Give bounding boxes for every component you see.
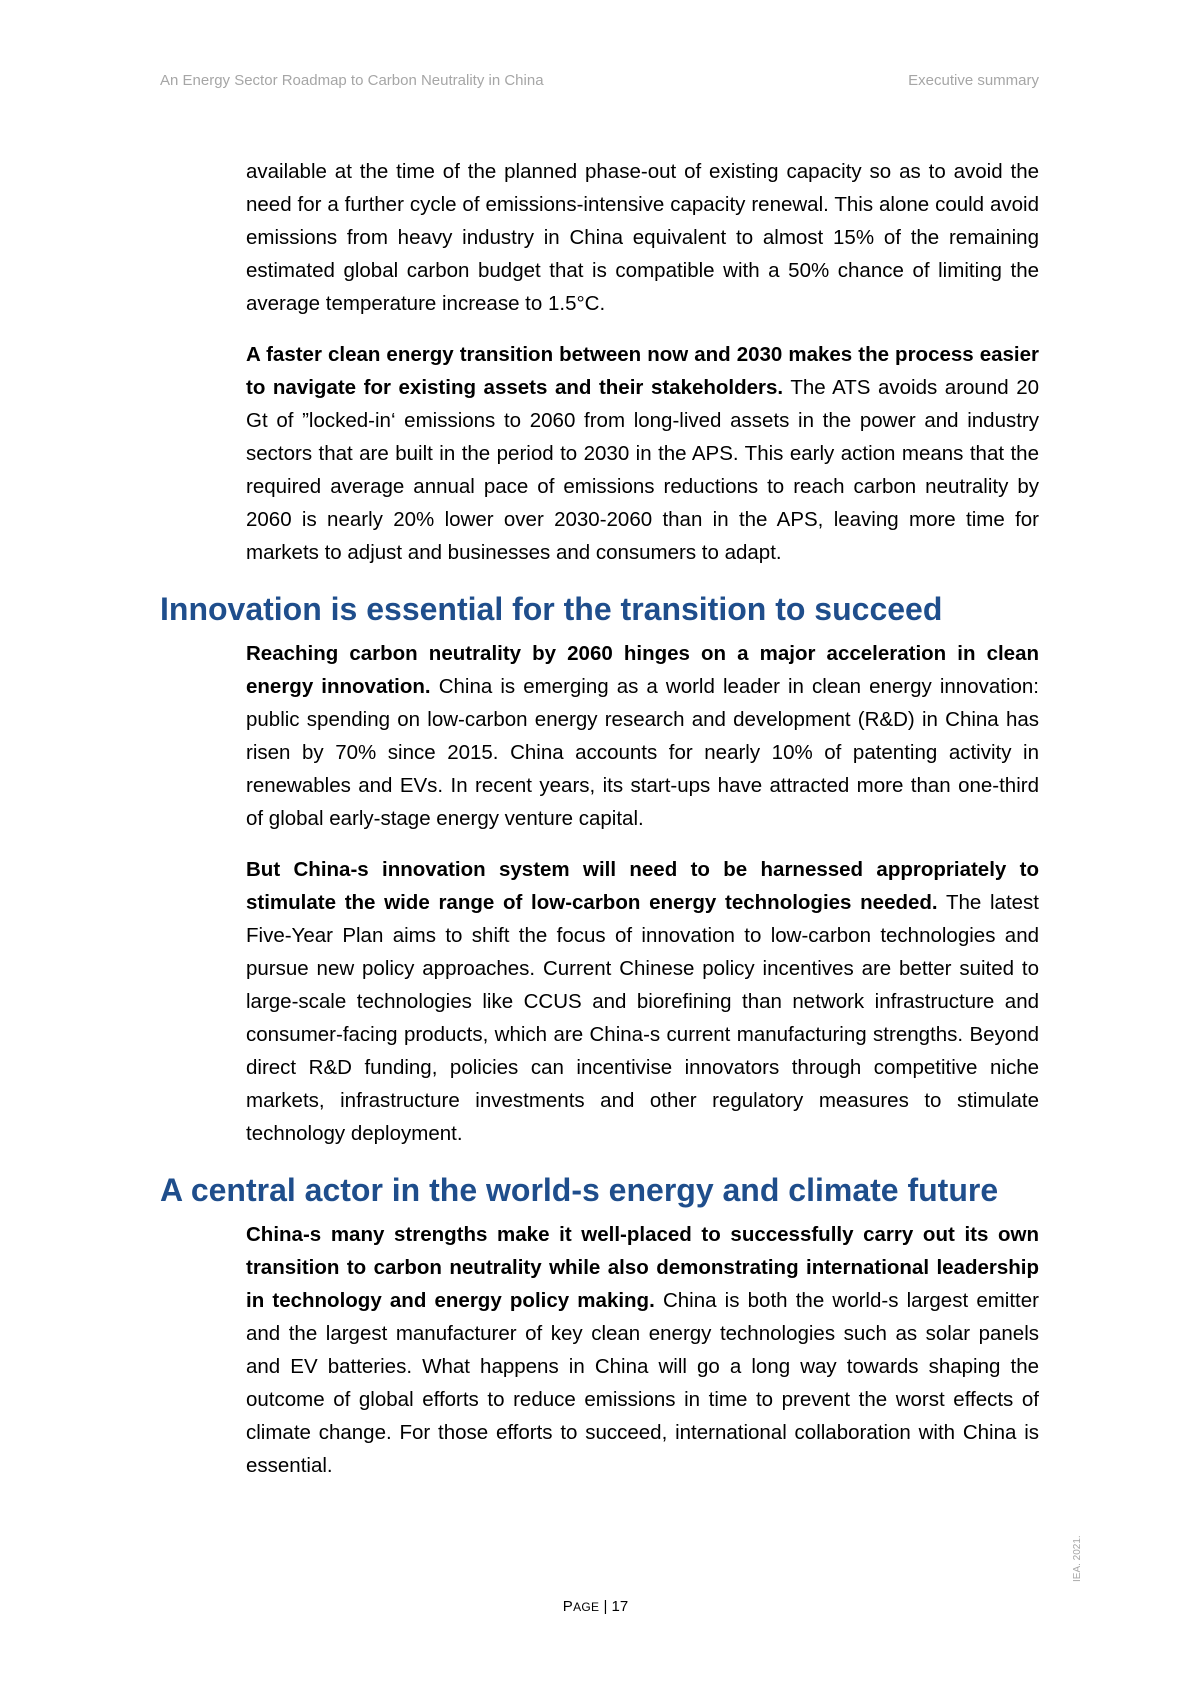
paragraph-body: The ATS avoids around 20 Gt of ”locked-in‘ emissions to 2060 from long-lived assets in the power and industry sectors that are built in the period to 2030 in the APS. This early action means that the required average annual pace of emissions reductions to reach carbon neutrality by 2060 is nearly 20% lower over 2030-2060 than in the APS, leaving more time for markets to adjust and businesses and consumers to adapt.: [246, 376, 1039, 564]
page-separator: |: [599, 1598, 612, 1615]
paragraph: [246, 637, 1039, 835]
paragraph: [246, 155, 1039, 320]
paragraph: [246, 1218, 1039, 1482]
page-number: 17: [611, 1598, 629, 1615]
paragraph-body: available at the time of the planned phase-out of existing capacity so as to avoid the need for a further cycle of emissions-intensive capacity renewal. This alone could avoid emissions from heavy industry in China equivalent to almost 15% of the remaining estimated global carbon budget that is compatible with a 50% chance of limiting the average temperature increase to 1.5°C.: [246, 160, 1039, 315]
page-footer: [0, 1598, 1191, 1615]
running-header: [160, 72, 1039, 89]
paragraph-lead: Reaching carbon neutrality by 2060 hinges on a major acceleration in clean energy innovation.: [246, 642, 1039, 698]
paragraph-body: China is both the world‑s largest emitter and the largest manufacturer of key clean energy technologies such as solar panels and EV batteries. What happens in China will go a long way towards shaping the outcome of global efforts to reduce emissions in time to prevent the worst effects of climate change. For those efforts to succeed, international collaboration with China is essential.: [246, 1289, 1039, 1477]
paragraph-body: The latest Five-Year Plan aims to shift the focus of innovation to low-carbon technologies and pursue new policy approaches. Current Chinese policy incentives are better suited to large-scale technologies like CCUS and biorefining than network infrastructure and consumer-facing products, which are China‑s current manufacturing strengths. Beyond direct R&D funding, policies can incentivise innovators through competitive niche markets, infrastructure investments and other regulatory measures to stimulate technology deployment.: [246, 891, 1039, 1145]
section-heading-innovation: Innovation is essential for the transition to succeed: [160, 591, 943, 627]
section-heading-central-actor: A central actor in the world‑s energy and climate future: [160, 1172, 999, 1208]
paragraph-lead: But China‑s innovation system will need to be harnessed appropriately to stimulate the wide range of low-carbon energy technologies needed.: [246, 858, 1039, 914]
paragraph: [246, 338, 1039, 569]
header-section-title: Executive summary: [908, 72, 1039, 89]
page-label: PAGE: [562, 1598, 600, 1615]
paragraph-lead: A faster clean energy transition between now and 2030 makes the process easier to navigate for existing assets and their stakeholders.: [246, 343, 1039, 399]
paragraph-body: China is emerging as a world leader in clean energy innovation: public spending on low-carbon energy research and development (R&D) in China has risen by 70% since 2015. China accounts for nearly 10% of patenting activity in renewables and EVs. In recent years, its start-ups have attracted more than one-third of global early-stage energy venture capital.: [246, 675, 1040, 830]
paragraph-lead: China‑s many strengths make it well-placed to successfully carry out its own transition to carbon neutrality while also demonstrating international leadership in technology and energy policy making.: [246, 1223, 1039, 1312]
copyright-notice: IEA. 2021.: [1072, 1535, 1083, 1582]
page-content: [0, 155, 1191, 1500]
header-document-title: An Energy Sector Roadmap to Carbon Neutrality in China: [160, 72, 544, 89]
paragraph: [246, 853, 1039, 1150]
